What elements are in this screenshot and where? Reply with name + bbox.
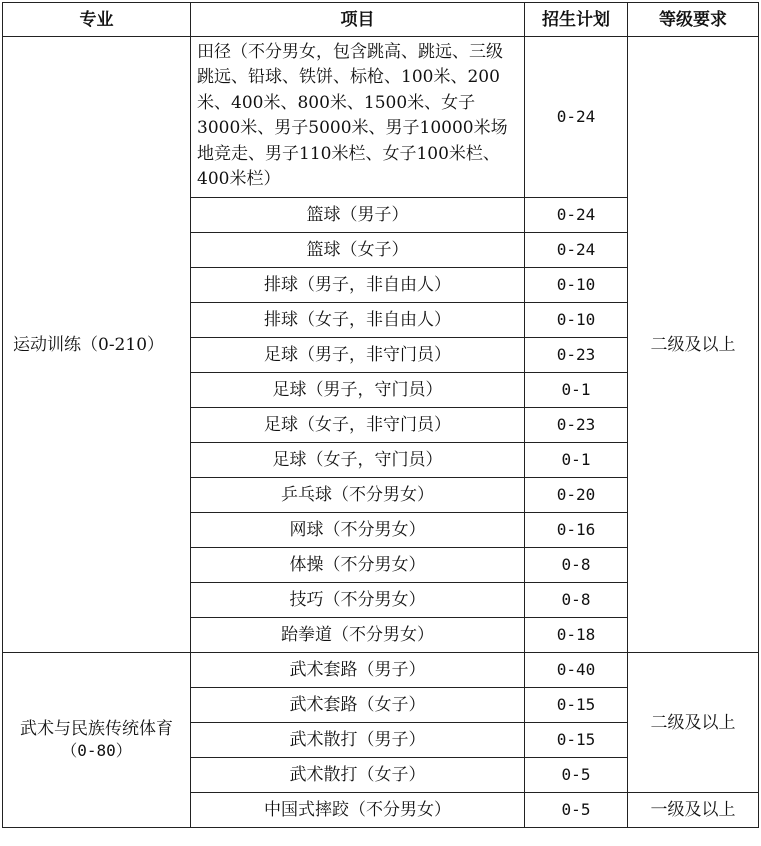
item-cell: 中国式摔跤（不分男女） (191, 793, 525, 828)
major-quota: （0-80） (61, 741, 132, 760)
plan-cell: 0-1 (525, 443, 628, 478)
item-cell: 武术散打（女子） (191, 758, 525, 793)
header-row (3, 3, 759, 37)
item-cell: 武术散打（男子） (191, 723, 525, 758)
item-cell: 排球（女子，非自由人） (191, 303, 525, 338)
plan-cell: 0-40 (525, 653, 628, 688)
item-cell: 足球（女子，非守门员） (191, 408, 525, 443)
level-cell: 二级及以上 (628, 37, 759, 653)
level-cell: 二级及以上 (628, 653, 759, 793)
plan-cell: 0-15 (525, 723, 628, 758)
plan-cell: 0-24 (525, 233, 628, 268)
item-cell: 跆拳道（不分男女） (191, 618, 525, 653)
major-sports-training: 运动训练（0-210） (3, 37, 191, 653)
plan-cell: 0-1 (525, 373, 628, 408)
plan-cell: 0-10 (525, 303, 628, 338)
item-cell: 足球（男子，守门员） (191, 373, 525, 408)
plan-cell: 0-10 (525, 268, 628, 303)
enrollment-table (2, 2, 759, 828)
item-cell: 体操（不分男女） (191, 548, 525, 583)
table-row (3, 37, 759, 198)
plan-cell: 0-5 (525, 793, 628, 828)
item-cell: 乒乓球（不分男女） (191, 478, 525, 513)
plan-cell: 0-18 (525, 618, 628, 653)
major-name: 武术与民族传统体育 (20, 719, 173, 739)
major-martial-arts (3, 653, 191, 828)
table-row (3, 653, 759, 688)
plan-cell: 0-23 (525, 408, 628, 443)
header-plan: 招生计划 (525, 3, 628, 37)
item-cell: 网球（不分男女） (191, 513, 525, 548)
plan-cell: 0-15 (525, 688, 628, 723)
item-cell: 足球（女子，守门员） (191, 443, 525, 478)
plan-cell: 0-24 (525, 37, 628, 198)
item-cell: 武术套路（女子） (191, 688, 525, 723)
item-cell: 技巧（不分男女） (191, 583, 525, 618)
header-level: 等级要求 (628, 3, 759, 37)
plan-cell: 0-5 (525, 758, 628, 793)
item-cell: 足球（男子，非守门员） (191, 338, 525, 373)
header-item: 项目 (191, 3, 525, 37)
plan-cell: 0-23 (525, 338, 628, 373)
plan-cell: 0-8 (525, 548, 628, 583)
item-cell: 武术套路（男子） (191, 653, 525, 688)
header-major: 专业 (3, 3, 191, 37)
item-cell: 篮球（女子） (191, 233, 525, 268)
plan-cell: 0-16 (525, 513, 628, 548)
plan-cell: 0-8 (525, 583, 628, 618)
item-cell: 田径（不分男女，包含跳高、跳远、三级跳远、铅球、铁饼、标枪、100米、200米、400米、800米、1500米、女子3000米、男子5000米、男子10000米场地竞走、男子110米栏、女子100米栏、400米栏） (191, 37, 525, 198)
plan-cell: 0-24 (525, 198, 628, 233)
item-cell: 排球（男子，非自由人） (191, 268, 525, 303)
item-cell: 篮球（男子） (191, 198, 525, 233)
level-cell: 一级及以上 (628, 793, 759, 828)
plan-cell: 0-20 (525, 478, 628, 513)
